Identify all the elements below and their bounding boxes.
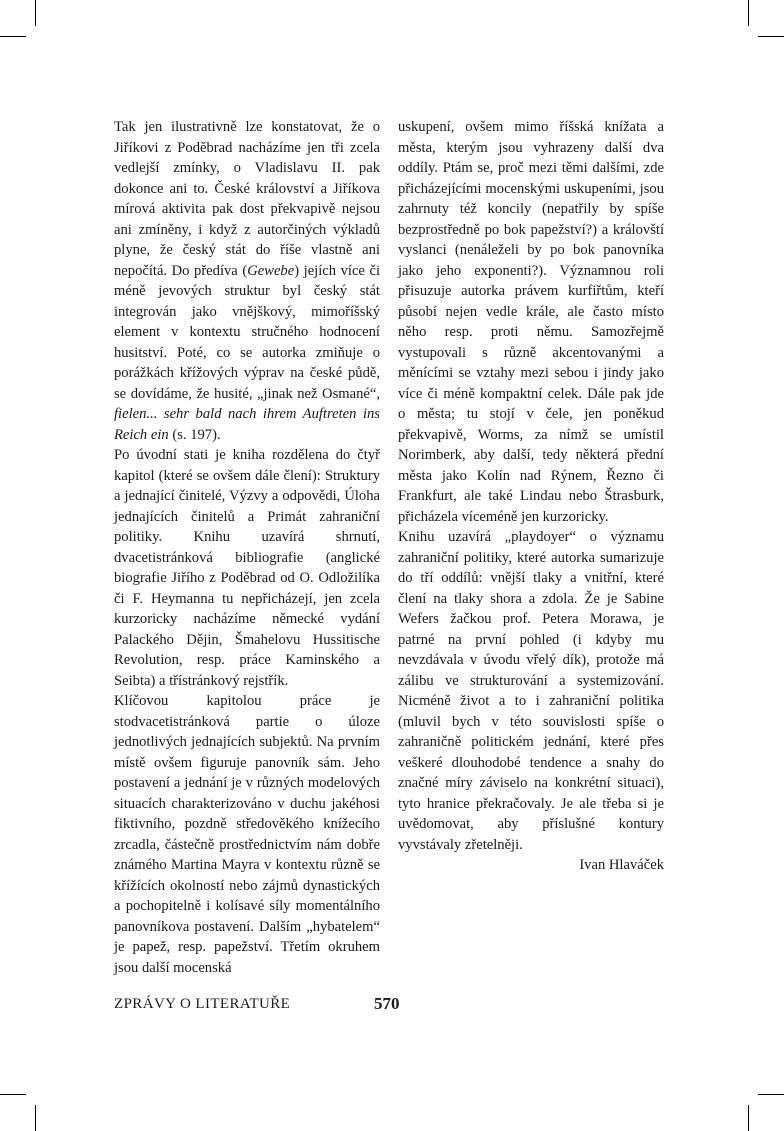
crop-mark-top-right — [748, 0, 749, 26]
paragraph: uskupení, ovšem mimo říšská knížata a města, kterým jsou vyhrazeny další dva oddíly. Ptám se, proč mezi těmi dalšími, zde přicházejícími mocenskými uskupeními, jsou zahrnuty též koncily (nepatřily by spíše bezprostředně po bok papežství?) a královští vyslanci (nenáleželi by po bok panovníka jako jeho exponenti?). Významnou roli přisuzuje autorka právem kurfiřtům, kteří působí nejen vedle krále, ale často místo něho resp. proti němu. Samozřejmě vystupovali s různě akcentovanými a měnícími se vztahy mezi sebou i jindy jako více či méně kompaktní celek. Dále pak jde o města; tu stojí v čele, jen poněkud překvapivě, Worms, za nímž se umístil Norimberk, aby další, tedy některá přední města jako Kolín nad Rýnem, Řezno či Frankfurt, ale také Lindau nebo Štrasburk, přicházela víceméně jen kurzoricky. — [398, 119, 664, 525]
crop-mark-left-bottom — [0, 1094, 26, 1095]
running-footer-journal: ZPRÁVY O LITERATUŘE — [114, 996, 291, 1012]
crop-mark-bottom-right — [748, 1105, 749, 1131]
paragraph: Tak jen ilustrativně lze konstatovat, že o Jiříkovi z Poděbrad nacházíme jen tři zcela vedlejší zmínky, o Vladislavu II. pak dokonce ani to. České království a Jiříkova mírová aktivita pak dost překvapivě nejsou ani zmíněny, i když z autorčiných výkladů plyne, že český stát do říše vlastně ani nepočítá. Do předíva (Gewebe) jejích více či méně jevových struktur byl český stát integrován jako vnějškový, mimoříšský element v kontextu stručného hodnocení husitství. Poté, co se autorka zmiňuje o porážkách křížových výprav na české půdě, se dovídáme, že husité, „jinak než Osmané“, fielen... sehr bald nach ihrem Auftreten ins Reich ein (s. 197). — [114, 119, 380, 443]
page-number: 570 — [374, 994, 400, 1013]
crop-mark-top-left — [35, 0, 36, 26]
author-signature: Ivan Hlaváček — [579, 857, 664, 873]
crop-mark-right-top — [758, 36, 784, 37]
crop-mark-bottom-left — [35, 1105, 36, 1131]
crop-mark-left-top — [0, 36, 26, 37]
paragraph: Klíčovou kapitolou práce je stodvacetistránková partie o úloze jednotlivých jednajících subjektů. Na prvním místě ovšem figuruje panovník sám. Jeho postavení a jednání je v různých modelových situacích charakterizováno v duchu jakéhosi fiktivního, pozdně středověkého knížecího zrcadla, částečně prostřednictvím nám dobře známého Martina Mayra v kontextu různě se křížících okolností nebo zájmů dynastických a pochopitelně i kolísavé síly momentálního panovníkova postavení. Dalším „hybatelem“ je papež, resp. papežství. Třetím okruhem jsou další mocenská — [114, 693, 380, 976]
paragraph: Knihu uzavírá „playdoyer“ o významu zahraniční politiky, které autorka sumarizuje do tří oddílů: vnější tlaky a vnitřní, které člení na tlaky shora a zdola. Že je Sabine Wefers žačkou prof. Petera Morawa, je patrné na první pohled (i kdyby mu nevzdávala v úvodu vřelý dík), protože má zálibu ve strukturování a systemizování. Nicméně život a to i zahraniční politika (mluvil bych v této souvislosti spíše o zahraničně politickém jednání, které přes veškeré dlouhodobé tendence a snahy do značné míry záviselo na konkrétní situaci), tyto hranice překračovaly. Je ale třeba si je uvědomovat, aby příslušné kontury vyvstávaly zřetelněji. — [398, 529, 664, 853]
crop-mark-right-bottom — [758, 1094, 784, 1095]
paragraph: Po úvodní stati je kniha rozdělena do čtyř kapitol (které se ovšem dále člení): Struktury a jednající činitelé, Výzvy a odpovědi, Úloha jednajících činitelů a Primát zahraniční politiky. Knihu uzavírá shrnutí, dvacetistránková bibliografie (anglické biografie Jiřího z Poděbrad od O. Odložilíka či F. Heymanna tu nepřicházejí, jen zcela kurzoricky nacházíme německé vydání Palackého Dějin, Šmahelovu Hussitische Revolution, resp. práce Kaminského a Seibta) a třístránkový rejstřík. — [114, 447, 380, 689]
right-column — [398, 117, 664, 876]
left-column — [114, 117, 380, 978]
